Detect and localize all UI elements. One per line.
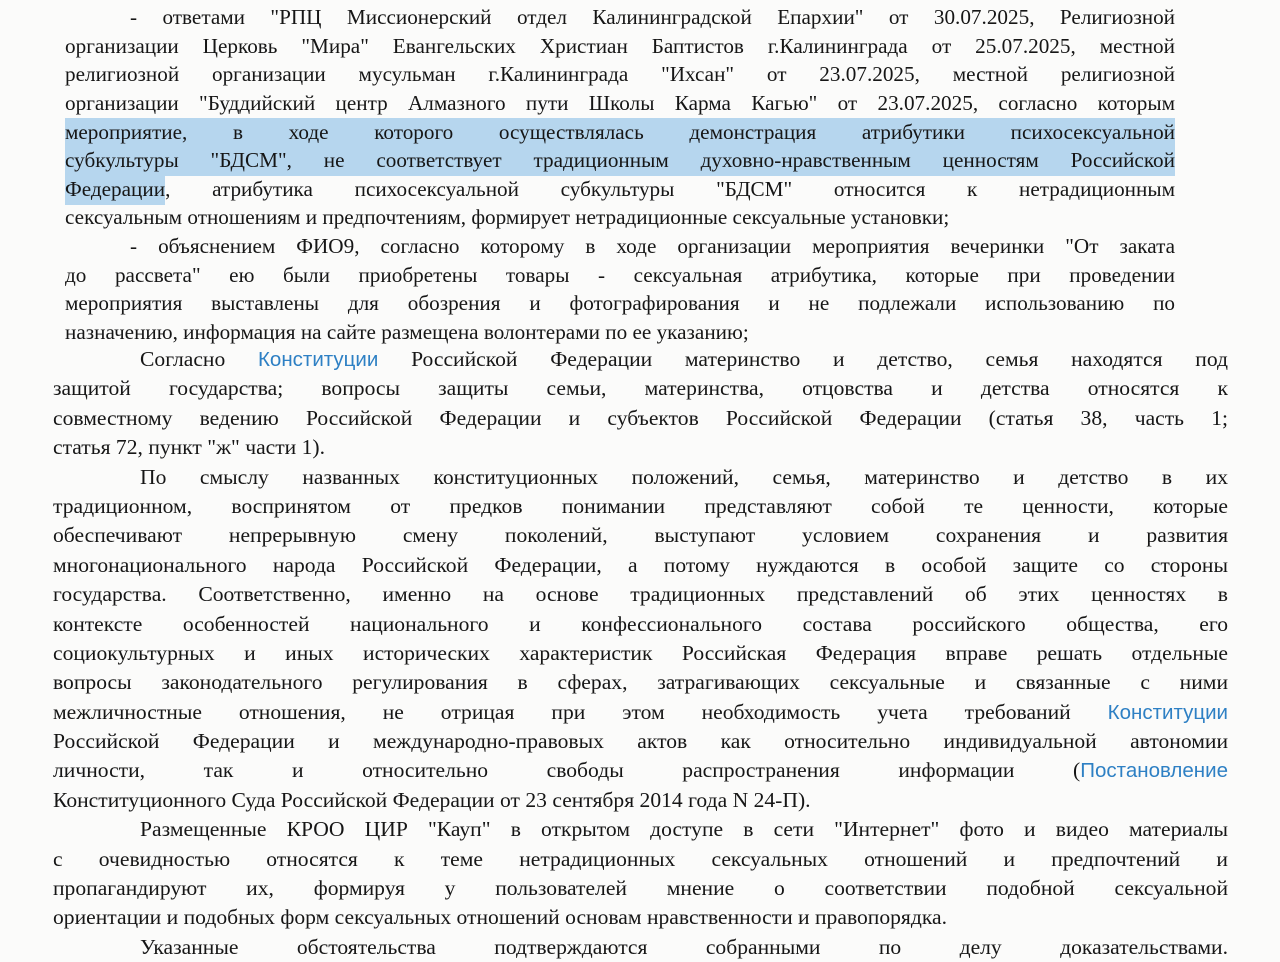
text-span: с очевидностью относятся к теме нетрадиционных сексуальных отношений и предпочтений и <box>53 846 1228 871</box>
text-span: до рассвета" ею были приобретены товары - сексуальная атрибутика, которые при проведении <box>65 262 1175 287</box>
text-span: вопросы законодательного регулирования в сферах, затрагивающих сексуальные и связанные с ними <box>53 670 1228 695</box>
text-line <box>65 175 1175 204</box>
text-line <box>53 610 1228 639</box>
text-span: обеспечивают непрерывную смену поколений, выступают условием сохранения и развития <box>53 523 1228 548</box>
link-postanovlenie[interactable]: Постановление <box>1080 759 1228 783</box>
text-span: защитой государства; вопросы защиты семьи, материнства, отцовства и детства относятся к <box>53 376 1228 401</box>
paragraph <box>53 345 1228 463</box>
text-span: личности, так и относительно свободы распространения информации ( <box>53 758 1081 783</box>
text-line <box>65 318 1175 347</box>
text-line <box>65 203 1175 232</box>
text-line <box>53 492 1228 521</box>
text-span: контексте особенностей национального и конфессионального состава российского общества, его <box>53 611 1228 636</box>
highlighted-text: мероприятие, в ходе которого осуществлялась демонстрация атрибутики психосексуальной <box>65 118 1175 148</box>
text-line <box>53 639 1228 668</box>
text-line <box>53 668 1228 697</box>
text-span: - объяснением ФИО9, согласно которому в ходе организации мероприятия вечеринки "От заката <box>130 234 1175 259</box>
text-span: организации "Буддийский центр Алмазного пути Школы Карма Кагью" от 23.07.2025, согласно которым <box>65 90 1175 115</box>
section-s1 <box>65 3 1175 347</box>
text-line <box>65 261 1175 290</box>
text-line <box>53 521 1228 550</box>
text-line <box>65 3 1175 32</box>
text-span: межличностные отношения, не отрицая при этом необходимость учета требований <box>53 699 1108 724</box>
text-line <box>53 903 1228 932</box>
text-line <box>53 551 1228 580</box>
text-span: Конституционного Суда Российской Федерации от 23 сентября 2014 года N 24-П). <box>53 787 811 812</box>
link-konstitutsii[interactable]: Конституции <box>1107 700 1228 724</box>
link-konstitutsii[interactable]: Конституции <box>257 348 379 371</box>
text-line <box>53 698 1228 727</box>
text-line <box>65 289 1175 318</box>
paragraph <box>65 232 1175 347</box>
text-span: многонационального народа Российской Федерации, а потому нуждаются в особой защите со стороны <box>53 552 1228 577</box>
text-line <box>53 463 1228 492</box>
text-span: совместному ведению Российской Федерации и субъектов Российской Федерации (статья 38, часть 1; <box>53 405 1228 430</box>
text-span: Размещенные КРОО ЦИР "Кауп" в открытом доступе в сети "Интернет" фото и видео материалы <box>140 817 1228 842</box>
text-line <box>53 374 1228 403</box>
text-span: статья 72, пункт "ж" части 1). <box>53 435 326 460</box>
text-line <box>53 845 1228 874</box>
text-span: пропагандируют их, формируя у пользователей мнение о соответствии подобной сексуальной <box>53 876 1228 901</box>
paragraph <box>53 815 1228 933</box>
text-line <box>53 815 1228 844</box>
text-line <box>53 874 1228 903</box>
text-span: Российской Федерации и международно-правовых актов как относительно индивидуальной автономии <box>53 729 1228 754</box>
paragraph <box>65 3 1175 232</box>
text-span: социокультурных и иных исторических характеристик Российская Федерация вправе решать отдельные <box>53 640 1228 665</box>
text-span: мероприятия выставлены для обозрения и фотографирования и не подлежали использованию по <box>65 291 1175 316</box>
text-line <box>53 933 1228 962</box>
text-line <box>65 60 1175 89</box>
text-line <box>53 433 1228 462</box>
paragraph <box>53 933 1228 962</box>
text-span: ориентации и подобных форм сексуальных отношений основам нравственности и правопорядка. <box>53 905 947 930</box>
highlighted-text: субкультуры "БДСМ", не соответствует традиционным духовно-нравственным ценностям Российской <box>65 146 1175 176</box>
text-span: Указанные обстоятельства подтверждаются собранными по делу доказательствами. <box>140 934 1228 959</box>
text-line <box>53 404 1228 433</box>
text-span: сексуальным отношениям и предпочтениям, формирует нетрадиционные сексуальные установки; <box>65 205 950 230</box>
text-line <box>53 756 1228 785</box>
text-span: назначению, информация на сайте размещена волонтерами по ее указанию; <box>65 320 749 345</box>
text-span: религиозной организации мусульман г.Калининграда "Ихсан" от 23.07.2025, местной религиозной <box>65 62 1175 87</box>
text-span: , атрибутика психосексуальной субкультуры "БДСМ" относится к нетрадиционным <box>165 176 1175 201</box>
text-line <box>53 345 1228 374</box>
text-span: традиционном, воспринятом от предков понимании представляют собой те ценности, которые <box>53 493 1228 518</box>
text-line <box>53 727 1228 756</box>
text-line <box>65 118 1175 147</box>
section-s2 <box>53 345 1228 962</box>
text-span: государства. Соответственно, именно на основе традиционных представлений об этих ценностях в <box>53 582 1228 607</box>
highlighted-text: Федерации <box>65 175 165 205</box>
text-span: Согласно <box>140 347 258 371</box>
text-line <box>53 786 1228 815</box>
paragraph <box>53 463 1228 816</box>
text-span: По смыслу названных конституционных положений, семья, материнство и детство в их <box>140 464 1228 489</box>
text-line <box>53 580 1228 609</box>
text-line <box>65 232 1175 261</box>
text-span: организации Церковь "Мира" Евангельских Христиан Баптистов г.Калининграда от 25.07.2025, местной <box>65 33 1175 58</box>
text-span: - ответами "РПЦ Миссионерский отдел Калининградской Епархии" от 30.07.2025, Религиозной <box>130 5 1175 29</box>
text-line <box>65 146 1175 175</box>
text-span: Российской Федерации материнство и детство, семья находятся под <box>378 347 1228 371</box>
text-line <box>65 32 1175 61</box>
text-line <box>65 89 1175 118</box>
